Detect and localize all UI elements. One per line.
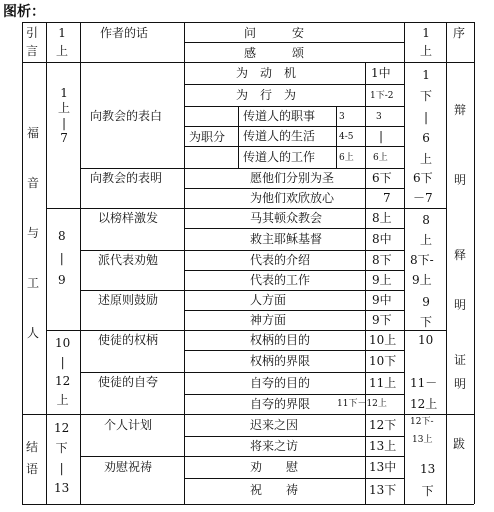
blessing-ref-2: 13下 xyxy=(369,483,397,497)
plan-ref-1: 12下 xyxy=(369,418,397,432)
delegate-item-1: 代表的介绍 xyxy=(250,253,311,267)
boast-range-2: 12上 xyxy=(410,397,438,411)
boast-ref-1: 11上 xyxy=(369,376,397,390)
ref-conduct: 1下-2 xyxy=(370,91,394,101)
boast-range-1: 11－ xyxy=(410,376,438,390)
explain-char-2: 明 xyxy=(454,298,467,312)
example-label: 以榜样激发 xyxy=(98,211,159,225)
duty-small-2: 4-5 xyxy=(339,132,354,142)
delegates-label: 派代表劝勉 xyxy=(98,253,159,267)
statement-item-1: 愿他们分别为圣 xyxy=(250,171,335,185)
duty-small-1: 3 xyxy=(339,112,345,122)
ref-motive: 1中 xyxy=(371,66,391,80)
explain-char-1: 释 xyxy=(454,248,467,262)
ref-duty-1: 3 xyxy=(376,112,382,122)
intro-label xyxy=(26,24,38,60)
authority-item-2: 权柄的界限 xyxy=(250,354,311,368)
statement-ref-1: 6下 xyxy=(372,171,392,185)
figure-title: 图析： xyxy=(3,4,45,20)
plan-range-2: 13上 xyxy=(412,435,433,445)
statement-range-1: 6下 xyxy=(413,171,433,185)
order-label: 序 xyxy=(453,26,466,40)
delegate-range-2: 9上 xyxy=(412,273,432,287)
principle-label: 述原则鼓励 xyxy=(98,293,159,307)
epilogue-label: 跋 xyxy=(453,437,466,451)
statement-label: 向教会的表明 xyxy=(90,171,163,185)
statement-ref-2: 7 xyxy=(383,191,391,205)
example-ref-1: 8上 xyxy=(372,211,392,225)
delegate-item-2: 代表的工作 xyxy=(250,273,311,287)
duty-item-3: 传道人的工作 xyxy=(243,150,316,164)
boast-item-2: 自夸的界限 xyxy=(250,397,311,411)
intro-char-2: 言 xyxy=(26,44,39,58)
blessing-item-1: 劝 慰 xyxy=(250,460,299,474)
boast-item-1: 自夸的目的 xyxy=(250,376,311,390)
boast-ref-2: 11下－12上 xyxy=(337,399,387,409)
boast-label: 使徒的自夸 xyxy=(98,375,159,389)
principle-range: 9 下 xyxy=(420,295,433,329)
thanks-row: 感 颂 xyxy=(244,46,305,60)
blessing-label: 劝慰祝祷 xyxy=(104,460,153,474)
example-range: 8 上 xyxy=(420,213,433,247)
delegate-range-1: 8下- xyxy=(410,253,434,267)
confession-range: 1 下 | 6 上 xyxy=(420,68,433,166)
blessing-item-2: 祝 祷 xyxy=(250,483,299,497)
ref-duty-2: | xyxy=(379,129,384,143)
principle-item-1: 人方面 xyxy=(250,293,287,307)
principle-ref-2: 9下 xyxy=(372,313,392,327)
principle-item-2: 神方面 xyxy=(250,313,287,327)
plan-item-2: 将来之访 xyxy=(250,439,299,453)
duty-item-2: 传道人的生活 xyxy=(243,129,316,143)
proof-char-2: 明 xyxy=(454,377,467,391)
chapter-10-12: 10 | 12 上 xyxy=(55,336,71,407)
delegate-ref-1: 8下 xyxy=(372,253,392,267)
plan-label: 个人计划 xyxy=(104,418,153,432)
authority-item-1: 权柄的目的 xyxy=(250,333,311,347)
duty-item-1: 传道人的职事 xyxy=(243,109,316,123)
example-item-1: 马其顿众教会 xyxy=(250,211,323,225)
defense-char-1: 辩 xyxy=(454,103,467,117)
chapter-8-9: 8 | 9 xyxy=(58,229,66,287)
blessing-ref-1: 13中 xyxy=(369,460,397,474)
chapter-12-13: 12 下 | 13 xyxy=(54,421,70,495)
greeting-row: 问 安 xyxy=(244,26,305,40)
duty-small-3: 6上 xyxy=(339,153,354,163)
example-ref-2: 8中 xyxy=(372,232,392,246)
statement-item-2: 为他们欢欣放心 xyxy=(250,191,335,205)
defense-label xyxy=(454,75,466,215)
explain-label xyxy=(454,230,466,330)
defense-char-2: 明 xyxy=(454,173,467,187)
conclusion-label: 结 语 xyxy=(26,440,39,476)
plan-range-1: 12下- xyxy=(410,417,434,427)
authority-label: 使徒的权柄 xyxy=(98,333,159,347)
delegate-ref-2: 9上 xyxy=(372,273,392,287)
motive-row: 为 动 机 xyxy=(236,66,297,80)
gospel-chapter-1-7: 1 上 | 7 xyxy=(58,86,71,145)
intro-ref: 1 上 xyxy=(420,26,433,58)
plan-item-1: 迟来之因 xyxy=(250,418,299,432)
intro-title: 作者的话 xyxy=(100,26,149,40)
proof-label xyxy=(454,348,466,396)
intro-char-1: 引 xyxy=(26,26,39,40)
plan-ref-2: 13上 xyxy=(369,439,397,453)
part-gospel-label: 福 音 与 工 人 xyxy=(27,126,40,340)
authority-ref-2: 10下 xyxy=(369,354,397,368)
conduct-row: 为 行 为 xyxy=(236,88,297,102)
intro-chapter: 1 上 xyxy=(56,26,69,58)
blessing-range: 13 下 xyxy=(420,462,436,498)
statement-range-2: －7 xyxy=(413,191,433,205)
ref-duty-3: 6上 xyxy=(373,153,388,163)
as-duty-label: 为职分 xyxy=(189,130,226,144)
authority-ref-1: 10上 xyxy=(369,333,397,347)
authority-range: 10 xyxy=(418,333,434,347)
principle-ref-1: 9中 xyxy=(372,293,392,307)
proof-char-1: 证 xyxy=(454,353,467,367)
example-item-2: 救主耶稣基督 xyxy=(250,232,323,246)
confession-label: 向教会的表白 xyxy=(90,109,163,123)
